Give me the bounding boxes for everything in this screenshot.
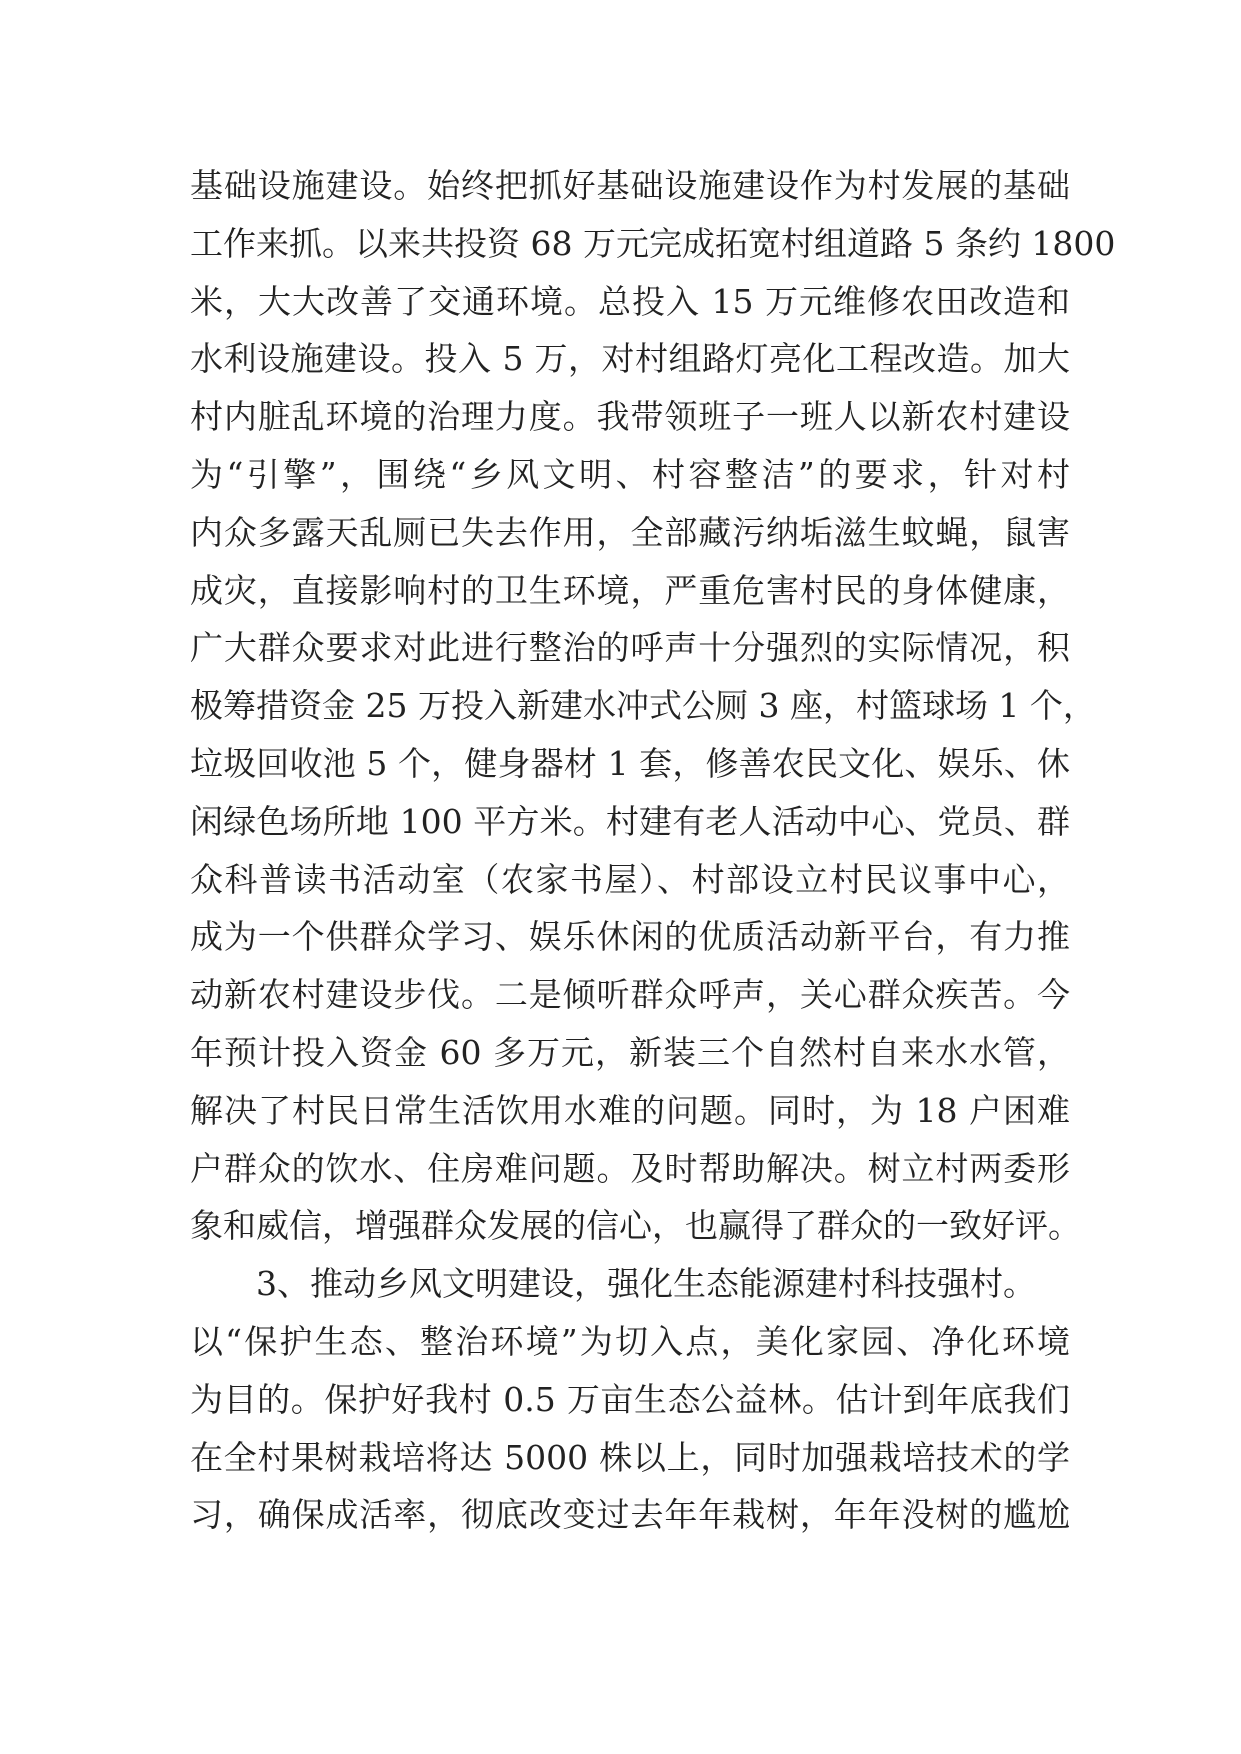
text-line: 成为一个供群众学习、娱乐休闲的优质活动新平台，有力推 — [190, 917, 1070, 957]
body-text — [190, 157, 1116, 1544]
text-line: 在全村果树栽培将达 5000 株以上，同时加强栽培技术的学 — [190, 1437, 1070, 1477]
text-line: 动新农村建设步伐。二是倾听群众呼声，关心群众疾苦。今 — [190, 975, 1070, 1015]
text-line: 垃圾回收池 5 个，健身器材 1 套，修善农民文化、娱乐、休 — [190, 743, 1070, 783]
text-line: 众科普读书活动室（农家书屋）、村部设立村民议事中心， — [190, 859, 1070, 899]
text-line: 基础设施建设。始终把抓好基础设施建设作为村发展的基础 — [190, 166, 1070, 205]
text-line: 内众多露天乱厕已失去作用，全部藏污纳垢滋生蚊蝇，鼠害 — [190, 512, 1070, 552]
text-line: 工作来抓。以来共投资 68 万元完成拓宽村组道路 5 条约 1800 — [190, 223, 1116, 263]
text-line: 极筹措资金 25 万投入新建水冲式公厕 3 座，村篮球场 1 个， — [190, 686, 1096, 726]
text-line: 村内脏乱环境的治理力度。我带领班子一班人以新农村建设 — [190, 397, 1070, 437]
text-line: 年预计投入资金 60 多万元，新装三个自然村自来水水管， — [190, 1032, 1070, 1072]
text-line: 为目的。保护好我村 0.5 万亩生态公益林。估计到年底我们 — [190, 1379, 1070, 1419]
text-line: 广大群众要求对此进行整治的呼声十分强烈的实际情况，积 — [190, 628, 1070, 668]
section-heading-line: 3、推动乡风文明建设，强化生态能源建村科技强村。 — [256, 1264, 1036, 1304]
text-line: 以“保护生态、整治环境”为切入点，美化家园、净化环境 — [190, 1321, 1070, 1361]
text-line: 解决了村民日常生活饮用水难的问题。同时，为 18 户困难 — [190, 1090, 1070, 1130]
text-line: 户群众的饮水、住房难问题。及时帮助解决。树立村两委形 — [190, 1148, 1070, 1188]
text-line: 水利设施建设。投入 5 万，对村组路灯亮化工程改造。加大 — [190, 339, 1070, 379]
text-line: 成灾，直接影响村的卫生环境，严重危害村民的身体健康， — [190, 570, 1070, 610]
text-line: 闲绿色场所地 100 平方米。村建有老人活动中心、党员、群 — [190, 801, 1070, 841]
text-line: 为“引擎”，围绕“乡风文明、村容整洁”的要求，针对村 — [190, 454, 1070, 494]
text-line: 习，确保成活率，彻底改变过去年年栽树，年年没树的尴尬 — [190, 1495, 1070, 1535]
text-line: 米，大大改善了交通环境。总投入 15 万元维修农田改造和 — [190, 281, 1070, 321]
paragraph-end-line: 象和威信，增强群众发展的信心，也赢得了群众的一致好评。 — [190, 1206, 1081, 1246]
